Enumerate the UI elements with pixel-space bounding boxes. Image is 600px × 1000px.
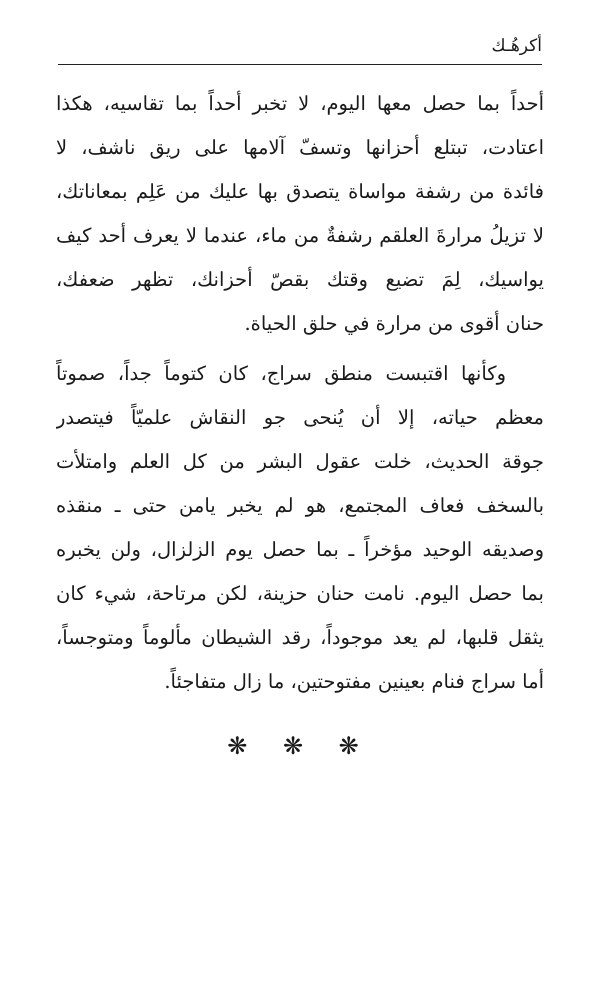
text-line: حنان أقوى من مرارة في حلق الحياة. [244, 312, 544, 335]
text-line: اعتادت، تبتلع أحزانها وتسفّ آلامها على ريق ناشف، لا [56, 136, 544, 159]
text-line: معظم حياته، إلا أن يُنحى جو النقاش علميّاً فيتصدر [56, 406, 544, 429]
running-header-title: أكرهُـك [491, 36, 542, 56]
text-line: فائدة من رشفة مواساة يتصدق بها عليك من عَلِم بمعاناتك، [56, 180, 544, 203]
paragraph-2 [56, 352, 544, 704]
text-line: بالسخف فعاف المجتمع، هو لم يخبر يامن حتى ـ منقذه [56, 494, 544, 517]
paragraph-1 [56, 82, 544, 346]
section-separator-icon: ❋ ❋ ❋ [227, 732, 373, 760]
text-line: يواسيك، لِمَ تضيع وقتك بقصّ أحزانك، تظهر ضعفك، [56, 268, 544, 291]
text-line: لا تزيلُ مرارةَ العلقم رشفةٌ من ماء، عندما لا يعرف أحد كيف [56, 224, 544, 247]
text-line: جوقة الحديث، خلت عقول البشر من كل العلم وامتلأت [56, 450, 544, 473]
text-line: أما سراج فنام بعينين مفتوحتين، ما زال متفاجئاً. [164, 670, 544, 693]
text-line: بما حصل اليوم. نامت حنان حزينة، لكن مرتاحة، شيء كان [56, 582, 544, 605]
text-line: أحداً بما حصل معها اليوم، لا تخبر أحداً بما تقاسيه، هكذا [56, 92, 544, 115]
body-text [56, 82, 544, 704]
text-line: وصديقه الوحيد مؤخراً ـ بما حصل يوم الزلزال، ولن يخبره [56, 538, 544, 561]
text-line: وكأنها اقتبست منطق سراج، كان كتوماً جداً، صموتاً [56, 362, 506, 385]
text-line: يثقل قلبها، لم يعد موجوداً، رقد الشيطان مألوماً ومتوجساً، [56, 626, 544, 649]
running-header [58, 34, 542, 65]
